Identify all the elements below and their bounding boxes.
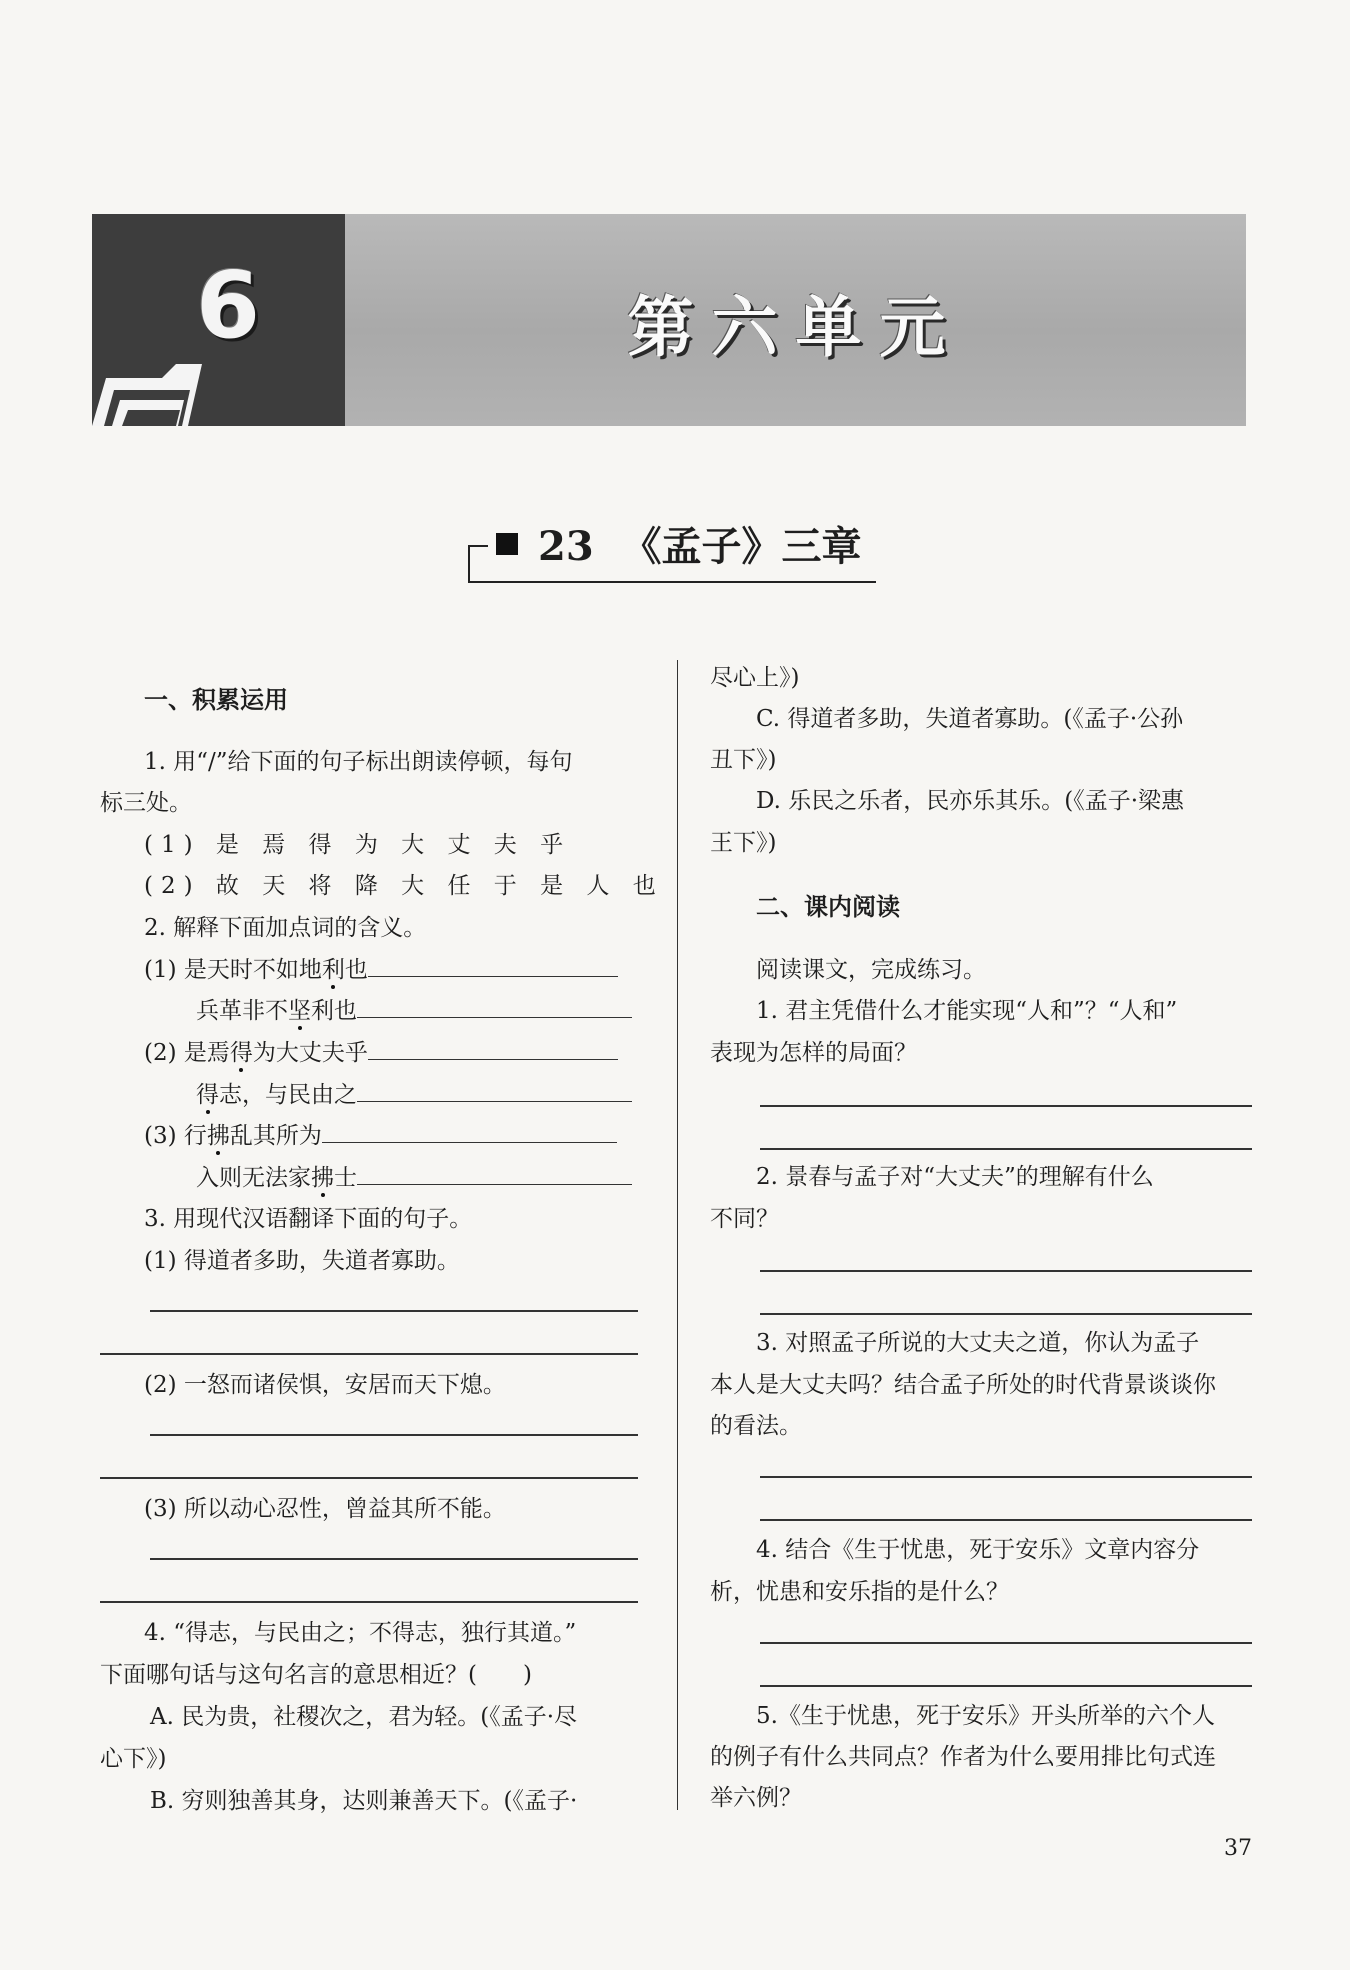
q2-item-text: (3) 行	[144, 1123, 207, 1149]
q3-sentence-2: (2) 一怒而诸侯惧，安居而天下熄。	[144, 1372, 506, 1398]
reading-intro: 阅读课文，完成练习。	[756, 957, 986, 983]
q3-sentence-1: (1) 得道者多助，失道者寡助。	[144, 1248, 460, 1274]
q2-item-text: 志，与民由之	[219, 1082, 357, 1108]
answer-line[interactable]	[760, 1105, 1252, 1107]
r1-text: 1. 君主凭借什么才能实现“人和”？“人和”	[756, 998, 1178, 1024]
q4-option-a-cont: 心下》)	[100, 1746, 167, 1772]
q4-text: 4. “得志，与民由之；不得志，独行其道。”	[144, 1620, 577, 1646]
q2-item-3b	[196, 1158, 632, 1200]
answer-line[interactable]	[760, 1519, 1252, 1521]
r3-text-cont: 本人是大丈夫吗？结合孟子所处的时代背景谈谈你	[710, 1372, 1216, 1398]
unit-number: 6	[196, 252, 261, 359]
title-bracket-line	[468, 545, 488, 547]
r4-text-cont: 析，忧患和安乐指的是什么？	[710, 1579, 1009, 1605]
q2-item-3a	[144, 1116, 617, 1158]
q4-option-a: A. 民为贵，社稷次之，君为轻。(《孟子·尽	[150, 1704, 578, 1730]
q2-text: 2. 解释下面加点词的含义。	[144, 915, 427, 941]
q2-item-text: 乱其所为	[229, 1123, 322, 1149]
answer-blank[interactable]	[322, 1116, 617, 1143]
unit-number-panel	[92, 214, 345, 426]
title-underline	[468, 581, 876, 583]
dotted-word: 拂	[311, 1165, 334, 1191]
r1-text-cont: 表现为怎样的局面？	[710, 1040, 917, 1066]
answer-blank[interactable]	[357, 1158, 632, 1185]
unit-title: 第六单元	[627, 288, 964, 366]
lesson-title	[468, 515, 878, 575]
folder-icon	[92, 364, 202, 426]
answer-line[interactable]	[100, 1353, 638, 1355]
answer-line[interactable]	[150, 1558, 638, 1560]
dotted-word: 坚	[288, 998, 311, 1024]
r4-text: 4. 结合《生于忧患，死于安乐》文章内容分	[756, 1537, 1200, 1563]
answer-line[interactable]	[150, 1310, 638, 1312]
lesson-heading	[538, 515, 862, 572]
answer-line[interactable]	[760, 1270, 1252, 1272]
q3-sentence-3: (3) 所以动心忍性，曾益其所不能。	[144, 1496, 506, 1522]
r5-text-cont: 的例子有什么共同点？作者为什么要用排比句式连	[710, 1744, 1216, 1770]
q2-item-text: 兵革非不	[196, 998, 288, 1024]
unit-title-panel	[345, 214, 1246, 426]
lesson-number: 23	[538, 523, 594, 570]
answer-line[interactable]	[760, 1476, 1252, 1478]
lesson-name: 《孟子》三章	[621, 523, 862, 570]
r2-text-cont: 不同？	[710, 1206, 779, 1232]
answer-line[interactable]	[100, 1477, 638, 1479]
q2-item-text: (1) 是天时不如地	[144, 957, 322, 983]
answer-line[interactable]	[150, 1434, 638, 1436]
answer-line[interactable]	[100, 1601, 638, 1603]
dotted-word: 得	[196, 1082, 219, 1108]
q4-option-c: C. 得道者多助，失道者寡助。(《孟子·公孙	[756, 706, 1184, 732]
square-bullet-icon	[496, 533, 518, 555]
q4-option-b-cont: 尽心上》)	[710, 665, 800, 691]
q2-item-2a	[144, 1033, 618, 1075]
answer-blank[interactable]	[357, 1075, 632, 1102]
q1-sentence-2: (2) 故 天 将 降 大 任 于 是 人 也	[144, 873, 664, 899]
unit-banner	[92, 214, 1246, 426]
q2-item-1a	[144, 950, 618, 992]
q2-item-text: (2) 是焉	[144, 1040, 230, 1066]
q3-text: 3. 用现代汉语翻译下面的句子。	[144, 1206, 473, 1232]
r2-text: 2. 景春与孟子对“大丈夫”的理解有什么	[756, 1164, 1154, 1190]
q4-option-c-cont: 丑下》)	[710, 747, 777, 773]
r3-text: 3. 对照孟子所说的大丈夫之道，你认为孟子	[756, 1330, 1200, 1356]
q2-item-text: 士	[334, 1165, 357, 1191]
q4-option-b: B. 穷则独善其身，达则兼善天下。(《孟子·	[150, 1788, 578, 1814]
answer-blank[interactable]	[368, 1033, 618, 1060]
q2-item-1b	[196, 991, 632, 1033]
answer-line[interactable]	[760, 1313, 1252, 1315]
r5-text: 5.《生于忧患，死于安乐》开头所举的六个人	[756, 1703, 1215, 1729]
answer-line[interactable]	[760, 1685, 1252, 1687]
page-number: 37	[1224, 1836, 1252, 1861]
q2-item-text: 也	[344, 957, 368, 983]
answer-line[interactable]	[760, 1642, 1252, 1644]
r3-text-cont2: 的看法。	[710, 1413, 802, 1439]
answer-blank[interactable]	[368, 950, 618, 977]
q2-item-text: 入则无法家	[196, 1165, 311, 1191]
column-divider	[677, 660, 678, 1810]
dotted-word: 利	[321, 957, 345, 983]
q4-text-cont: 下面哪句话与这句名言的意思相近？( )	[100, 1662, 532, 1688]
section-heading-1: 一、积累运用	[144, 686, 288, 714]
q2-item-2b	[196, 1075, 632, 1117]
q2-item-text: 利也	[311, 998, 357, 1024]
q1-text: 1. 用“/”给下面的句子标出朗读停顿，每句	[144, 749, 573, 775]
q1-sentence-1: (1) 是 焉 得 为 大 丈 夫 乎	[144, 832, 572, 858]
q4-option-d: D. 乐民之乐者，民亦乐其乐。(《孟子·梁惠	[756, 788, 1185, 814]
title-bracket-line	[468, 545, 470, 583]
answer-line[interactable]	[760, 1148, 1252, 1150]
q2-item-text: 为大丈夫乎	[252, 1040, 368, 1066]
section-heading-2: 二、课内阅读	[756, 893, 900, 921]
r5-text-cont2: 举六例？	[710, 1785, 802, 1811]
dotted-word: 得	[229, 1040, 253, 1066]
answer-blank[interactable]	[357, 991, 632, 1018]
dotted-word: 拂	[206, 1123, 230, 1149]
q1-text-cont: 标三处。	[100, 790, 192, 816]
q4-option-d-cont: 王下》)	[710, 830, 777, 856]
